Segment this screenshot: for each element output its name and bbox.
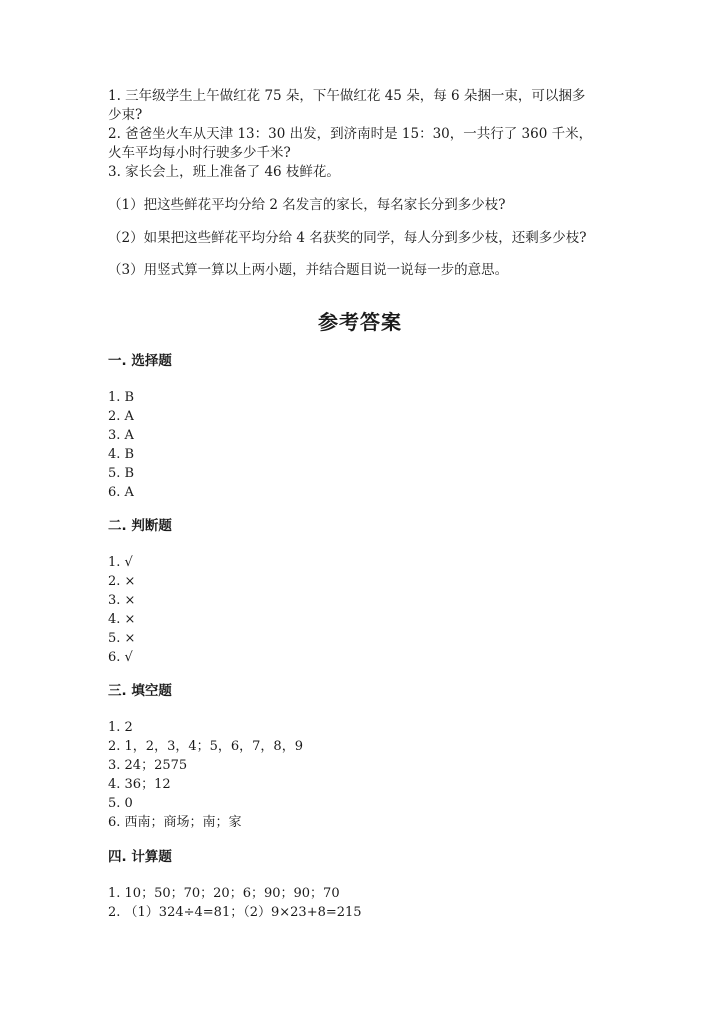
answer-item: 2. （1）324÷4=81；（2）9×23+8=215 <box>108 905 362 920</box>
answer-item: 1. 2 <box>108 720 133 735</box>
answer-item: 3. A <box>108 428 134 443</box>
section-heading: 三. 填空题 <box>108 683 172 699</box>
problem-1-line-1: 1. 三年级学生上午做红花 75 朵，下午做红花 45 朵，每 6 朵捆一束，可以捆多 <box>108 88 586 104</box>
problem-3-sub-3: （3）用竖式算一算以上两小题，并结合题目说一说每一步的意思。 <box>108 262 509 278</box>
answer-item: 4. × <box>108 612 136 627</box>
answer-item: 1. √ <box>108 555 133 570</box>
answer-item: 4. 36；12 <box>108 777 171 792</box>
answer-item: 2. A <box>108 409 134 424</box>
answer-title: 参考答案 <box>318 310 402 334</box>
answer-item: 5. 0 <box>108 796 133 811</box>
answer-item: 6. 西南；商场；南；家 <box>108 815 242 830</box>
answer-item: 2. 1，2，3，4；5，6，7，8，9 <box>108 739 303 754</box>
problem-1-line-2: 少束? <box>108 107 143 123</box>
answer-item: 1. B <box>108 390 135 405</box>
section-calc <box>108 848 628 922</box>
section-choice <box>108 352 628 502</box>
problem-3-sub-2: （2）如果把这些鲜花平均分给 4 名获奖的同学，每人分到多少枝，还剩多少枝? <box>108 229 587 246</box>
section-fill <box>108 682 628 832</box>
problem-list <box>108 87 628 294</box>
answer-item: 6. A <box>108 485 134 500</box>
problem-3: 3. 家长会上，班上准备了 46 枝鲜花。 <box>108 164 340 180</box>
answer-item: 3. × <box>108 593 136 608</box>
answer-item: 1. 10；50；70；20；6；90；90；70 <box>108 886 340 901</box>
section-heading: 一. 选择题 <box>108 353 172 369</box>
answer-item: 2. × <box>108 574 136 589</box>
answer-item: 6. √ <box>108 650 133 665</box>
problem-2-line-2: 火车平均每小时行驶多少千米? <box>108 145 291 161</box>
problem-3-sub-1: （1）把这些鲜花平均分给 2 名发言的家长，每名家长分到多少枝? <box>108 197 506 213</box>
problem-2-line-1: 2. 爸爸坐火车从天津 13：30 出发，到济南时是 15：30，一共行了 360 千米， <box>108 126 593 142</box>
answer-item: 5. × <box>108 631 136 646</box>
section-judge <box>108 517 628 667</box>
answer-item: 5. B <box>108 466 135 481</box>
answer-item: 4. B <box>108 447 135 462</box>
answer-item: 3. 24；2575 <box>108 758 188 773</box>
section-heading: 四. 计算题 <box>108 849 172 865</box>
section-heading: 二. 判断题 <box>108 518 172 534</box>
